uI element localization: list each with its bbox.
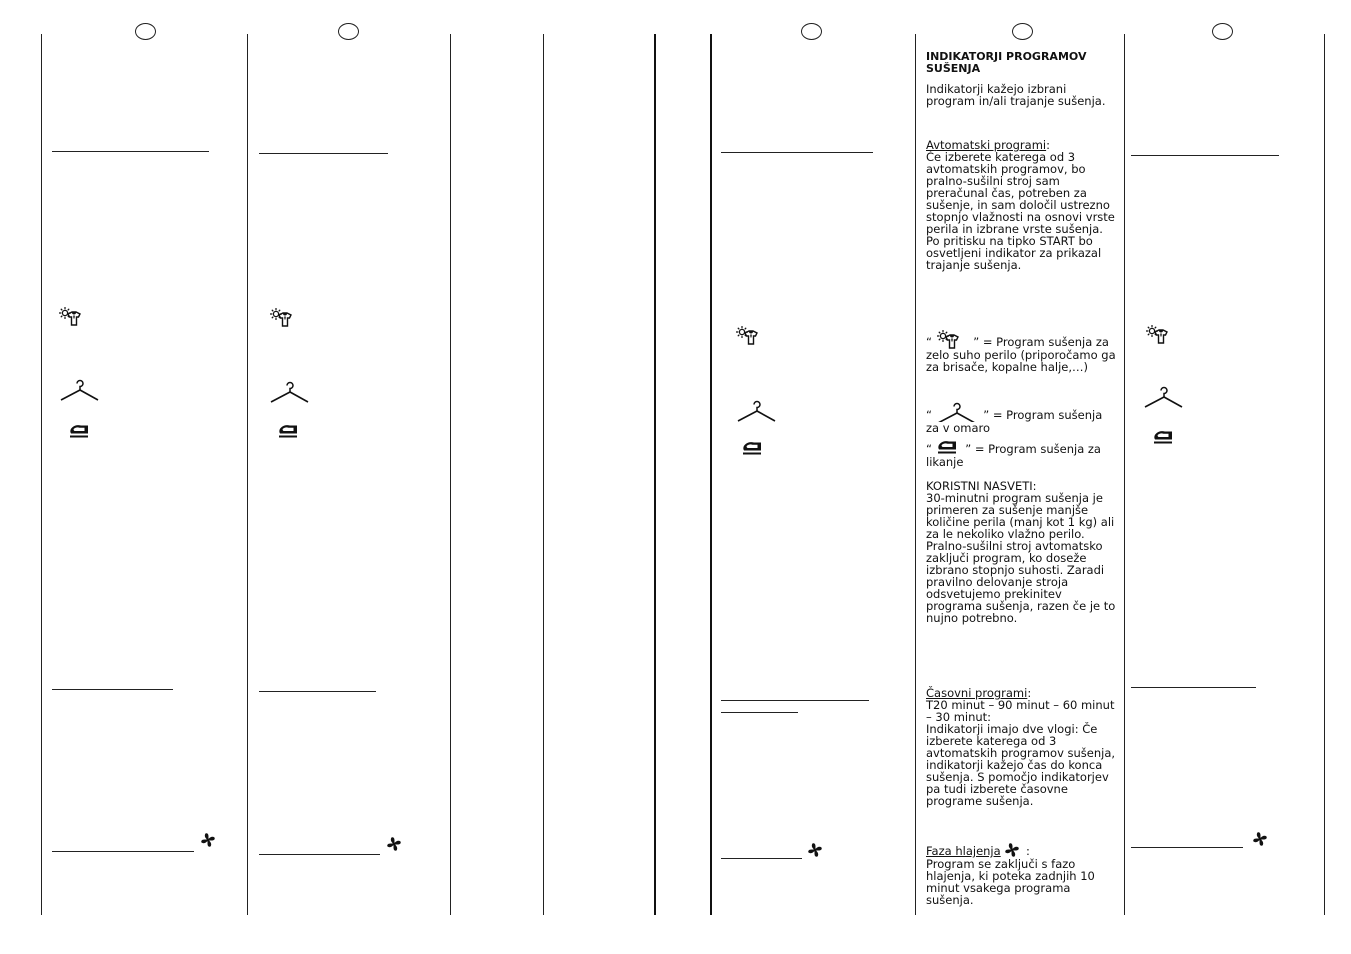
column-rule [1124,34,1125,915]
auto-programs-title: Avtomatski programi [926,138,1047,152]
language-badge [1212,23,1233,40]
fan-icon [1004,842,1022,858]
program-iron-text: ” = Program sušenja za likanje [926,442,1101,469]
iron-icon [277,422,301,440]
language-badge [1012,23,1033,40]
section-rule [721,700,869,701]
extra-dry-icon [936,329,970,349]
timed-programs-title: Časovni programi [926,686,1028,700]
timed-programs-text: Indikatorji imajo dve vlogi: Če izberete katerega od 3 avtomatskih programov sušenja, indikatorji kažejo čas do konca sušenja. S pomočjo indikatorjev pa tudi izberete časovne programe sušenja. [926,722,1116,808]
page-fold-rule [710,34,712,915]
column-rule [450,34,451,915]
language-badge [801,23,822,40]
column-rule [543,34,544,915]
open-quote: “ [926,408,932,422]
hanger-icon [269,379,309,405]
program-extra-dry [926,329,1118,373]
section-rule [259,854,380,855]
extra-dry-icon [58,306,92,328]
section-rule [52,851,194,852]
section-rule [52,689,173,690]
column-rule [41,34,42,915]
auto-programs-block [926,139,1118,271]
section-rule [259,153,388,154]
open-quote: “ [926,442,932,456]
extra-dry-icon [269,307,303,329]
fan-icon [386,836,404,854]
hanger-icon [1143,384,1183,410]
intro-block [926,83,1118,107]
hanger-icon [736,398,776,424]
section-rule [721,858,802,859]
language-badge [338,23,359,40]
program-cupboard-text: ” = Program sušenja za v omaro [926,408,1103,435]
program-iron [926,438,1118,468]
tips-title: KORISTNI NASVETI: [926,479,1037,493]
cooling-title: Faza hlajenja [926,844,1001,858]
fan-icon [200,832,218,850]
auto-programs-text: Če izberete katerega od 3 avtomatskih programov, bo pralno-sušilni stroj sam preračunal čas, potreben za sušenje, in sam določil ustrezno stopnjo vlažnosti na osnovi vrste perila in izbrane vrste sušenja. [926,150,1115,236]
program-extra-dry-text: ” = Program sušenja za zelo suho perilo (priporočamo ga za brisače, kopalne halje,…) [926,335,1116,374]
section-rule [52,151,209,152]
extra-dry-icon [1145,324,1179,346]
iron-icon [1152,428,1176,446]
timed-programs-values: T20 minut – 90 minut – 60 minut – 30 minut: [926,698,1115,724]
iron-icon [936,438,962,456]
cooling-text: Program se zaključi s fazo hlajenja, ki poteka zadnjih 10 minut vsakega programa sušenja. [926,857,1095,907]
extra-dry-icon [735,325,769,347]
auto-programs-colon: : [1046,138,1050,152]
hanger-icon [59,377,99,403]
column-rule [247,34,248,915]
fan-icon [1252,831,1270,849]
section-rule [259,691,376,692]
timed-programs-block [926,687,1118,807]
language-badge [135,23,156,40]
column-rule [915,34,916,915]
heading-text: INDIKATORJI PROGRAMOV SUŠENJA [926,50,1087,75]
fan-icon [807,842,825,860]
open-quote: “ [926,335,932,349]
column-rule [1324,34,1325,915]
timed-programs-colon: : [1027,686,1032,700]
page-fold-rule [654,34,656,915]
section-rule [1131,687,1256,688]
section-rule [721,712,798,713]
cooling-block [926,842,1118,906]
section-rule [721,152,873,153]
tips-block [926,480,1118,624]
section-rule [1131,155,1279,156]
iron-icon [68,422,92,440]
tips-text: 30-minutni program sušenja je primeren za sušenje manjše količine perila (manj kot 1 kg) ali za le nekoliko vlažno perilo. Pralno-sušilni stroj avtomatsko zaključi program, ko doseže izbrano stopnjo suhosti. Zaradi pravilno delovanje stroja odsvetujemo prekinitev programa sušenja, razen če je to nujno potrebno. [926,491,1116,625]
cooling-colon: : [1022,844,1030,858]
hanger-icon [936,400,980,422]
section-heading [926,51,1118,75]
intro-text: Indikatorji kažejo izbrani program in/ali trajanje sušenja. [926,82,1106,108]
iron-icon [741,439,765,457]
program-cupboard [926,400,1118,434]
section-rule [1131,847,1243,848]
auto-programs-start-text: Po pritisku na tipko START bo osvetljeni indikator za prikazal trajanje sušenja. [926,234,1102,272]
